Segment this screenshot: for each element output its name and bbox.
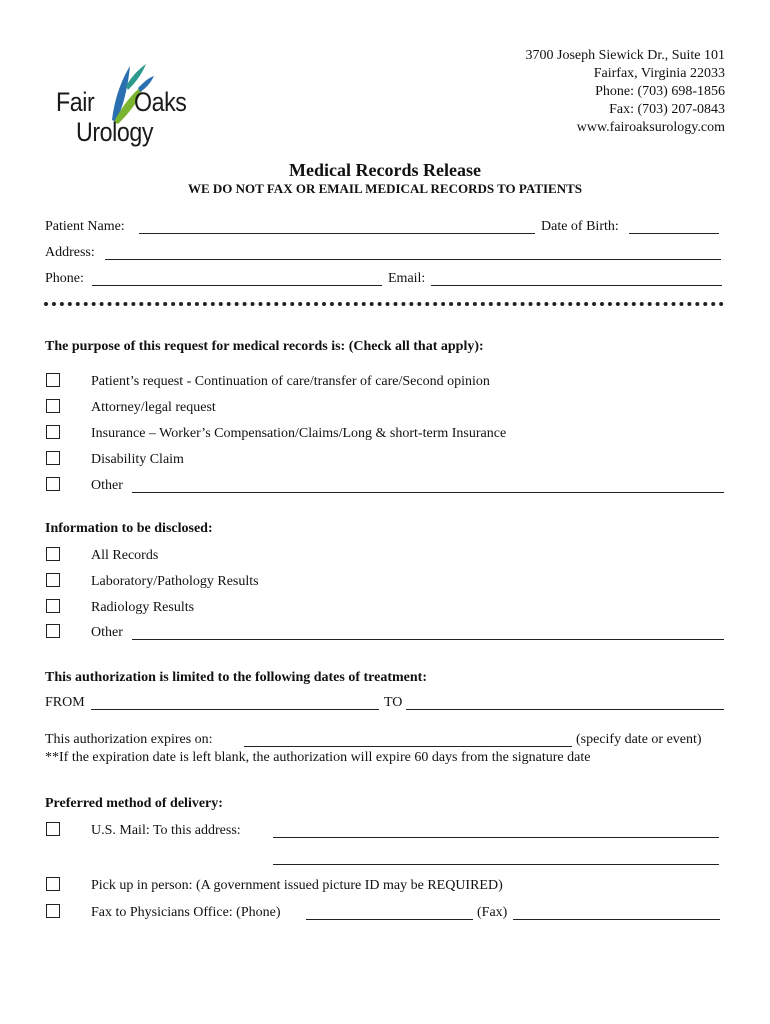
- disclosed-checkbox-other[interactable]: [46, 624, 60, 638]
- logo-word-fair: Fair: [56, 87, 95, 117]
- delivery-fax-suffix: (Fax): [477, 905, 508, 920]
- purpose-option-label: Insurance – Worker’s Compensation/Claims/Long & short-term Insurance: [91, 426, 507, 441]
- disclosed-checkbox-lab[interactable]: [46, 573, 60, 587]
- from-date-field[interactable]: [91, 709, 379, 710]
- expires-hint: (specify date or event): [576, 732, 702, 747]
- disclosed-option-label: Other: [91, 625, 123, 640]
- page-subtitle: WE DO NOT FAX OR EMAIL MEDICAL RECORDS TO PATIENTS: [187, 181, 583, 196]
- fair-oaks-urology-logo: [52, 58, 202, 154]
- address-city-line: Fairfax, Virginia 22033: [593, 66, 725, 81]
- expires-label: This authorization expires on:: [45, 732, 213, 747]
- phone-line: Phone: (703) 698-1856: [595, 84, 725, 99]
- dob-field[interactable]: [629, 233, 719, 234]
- delivery-fax-label: Fax to Physicians Office: (Phone): [91, 905, 281, 920]
- website-line: www.fairoaksurology.com: [576, 120, 725, 135]
- practice-address-block: [526, 47, 726, 137]
- page-title: Medical Records Release: [289, 160, 481, 180]
- address-line: 3700 Joseph Siewick Dr., Suite 101: [525, 48, 725, 63]
- disclosed-checkbox-all-records[interactable]: [46, 547, 60, 561]
- purpose-option-label: Patient’s request - Continuation of care/transfer of care/Second opinion: [91, 374, 490, 389]
- logo-word-oaks: Oaks: [134, 87, 187, 117]
- section-divider: [44, 302, 724, 306]
- disclosed-checkbox-radiology[interactable]: [46, 599, 60, 613]
- fax-line: Fax: (703) 207-0843: [609, 102, 725, 117]
- fax-number-field[interactable]: [513, 919, 720, 920]
- purpose-option-label: Attorney/legal request: [91, 400, 216, 415]
- purpose-checkbox-patient-request[interactable]: [46, 373, 60, 387]
- dob-label: Date of Birth:: [541, 219, 619, 234]
- patient-name-label: Patient Name:: [45, 219, 125, 234]
- disclosed-option-label: Radiology Results: [91, 600, 195, 615]
- disclosed-option-label: Laboratory/Pathology Results: [91, 574, 259, 589]
- delivery-checkbox-fax[interactable]: [46, 904, 60, 918]
- purpose-checkbox-attorney[interactable]: [46, 399, 60, 413]
- purpose-other-field[interactable]: [132, 492, 724, 493]
- purpose-checkbox-insurance[interactable]: [46, 425, 60, 439]
- purpose-checkbox-disability[interactable]: [46, 451, 60, 465]
- phone-field[interactable]: [92, 285, 382, 286]
- delivery-mail-label: U.S. Mail: To this address:: [91, 823, 241, 838]
- disclosed-option-label: All Records: [91, 548, 159, 563]
- fax-phone-field[interactable]: [306, 919, 473, 920]
- delivery-checkbox-pickup[interactable]: [46, 877, 60, 891]
- delivery-heading: Preferred method of delivery:: [45, 796, 223, 811]
- disclosed-heading: Information to be disclosed:: [45, 521, 213, 536]
- from-label: FROM: [45, 695, 85, 710]
- mail-address-field-line2[interactable]: [273, 864, 719, 865]
- purpose-heading: The purpose of this request for medical records is: (Check all that apply):: [45, 339, 484, 354]
- patient-name-field[interactable]: [139, 233, 535, 234]
- to-label: TO: [384, 695, 403, 710]
- to-date-field[interactable]: [406, 709, 724, 710]
- delivery-pickup-label: Pick up in person: (A government issued picture ID may be REQUIRED): [91, 878, 503, 893]
- purpose-checkbox-other[interactable]: [46, 477, 60, 491]
- address-field[interactable]: [105, 259, 721, 260]
- expiration-note: **If the expiration date is left blank, the authorization will expire 60 days from the signature date: [45, 750, 591, 765]
- dates-heading: This authorization is limited to the following dates of treatment:: [45, 670, 427, 685]
- address-label: Address:: [45, 245, 95, 260]
- email-field[interactable]: [431, 285, 722, 286]
- phone-label: Phone:: [45, 271, 84, 286]
- purpose-option-label: Disability Claim: [91, 452, 184, 467]
- purpose-option-label: Other: [91, 478, 123, 493]
- disclosed-other-field[interactable]: [132, 639, 724, 640]
- logo-word-urology: Urology: [76, 117, 154, 147]
- delivery-checkbox-mail[interactable]: [46, 822, 60, 836]
- expires-field[interactable]: [244, 746, 572, 747]
- mail-address-field-line1[interactable]: [273, 837, 719, 838]
- email-label: Email:: [388, 271, 426, 286]
